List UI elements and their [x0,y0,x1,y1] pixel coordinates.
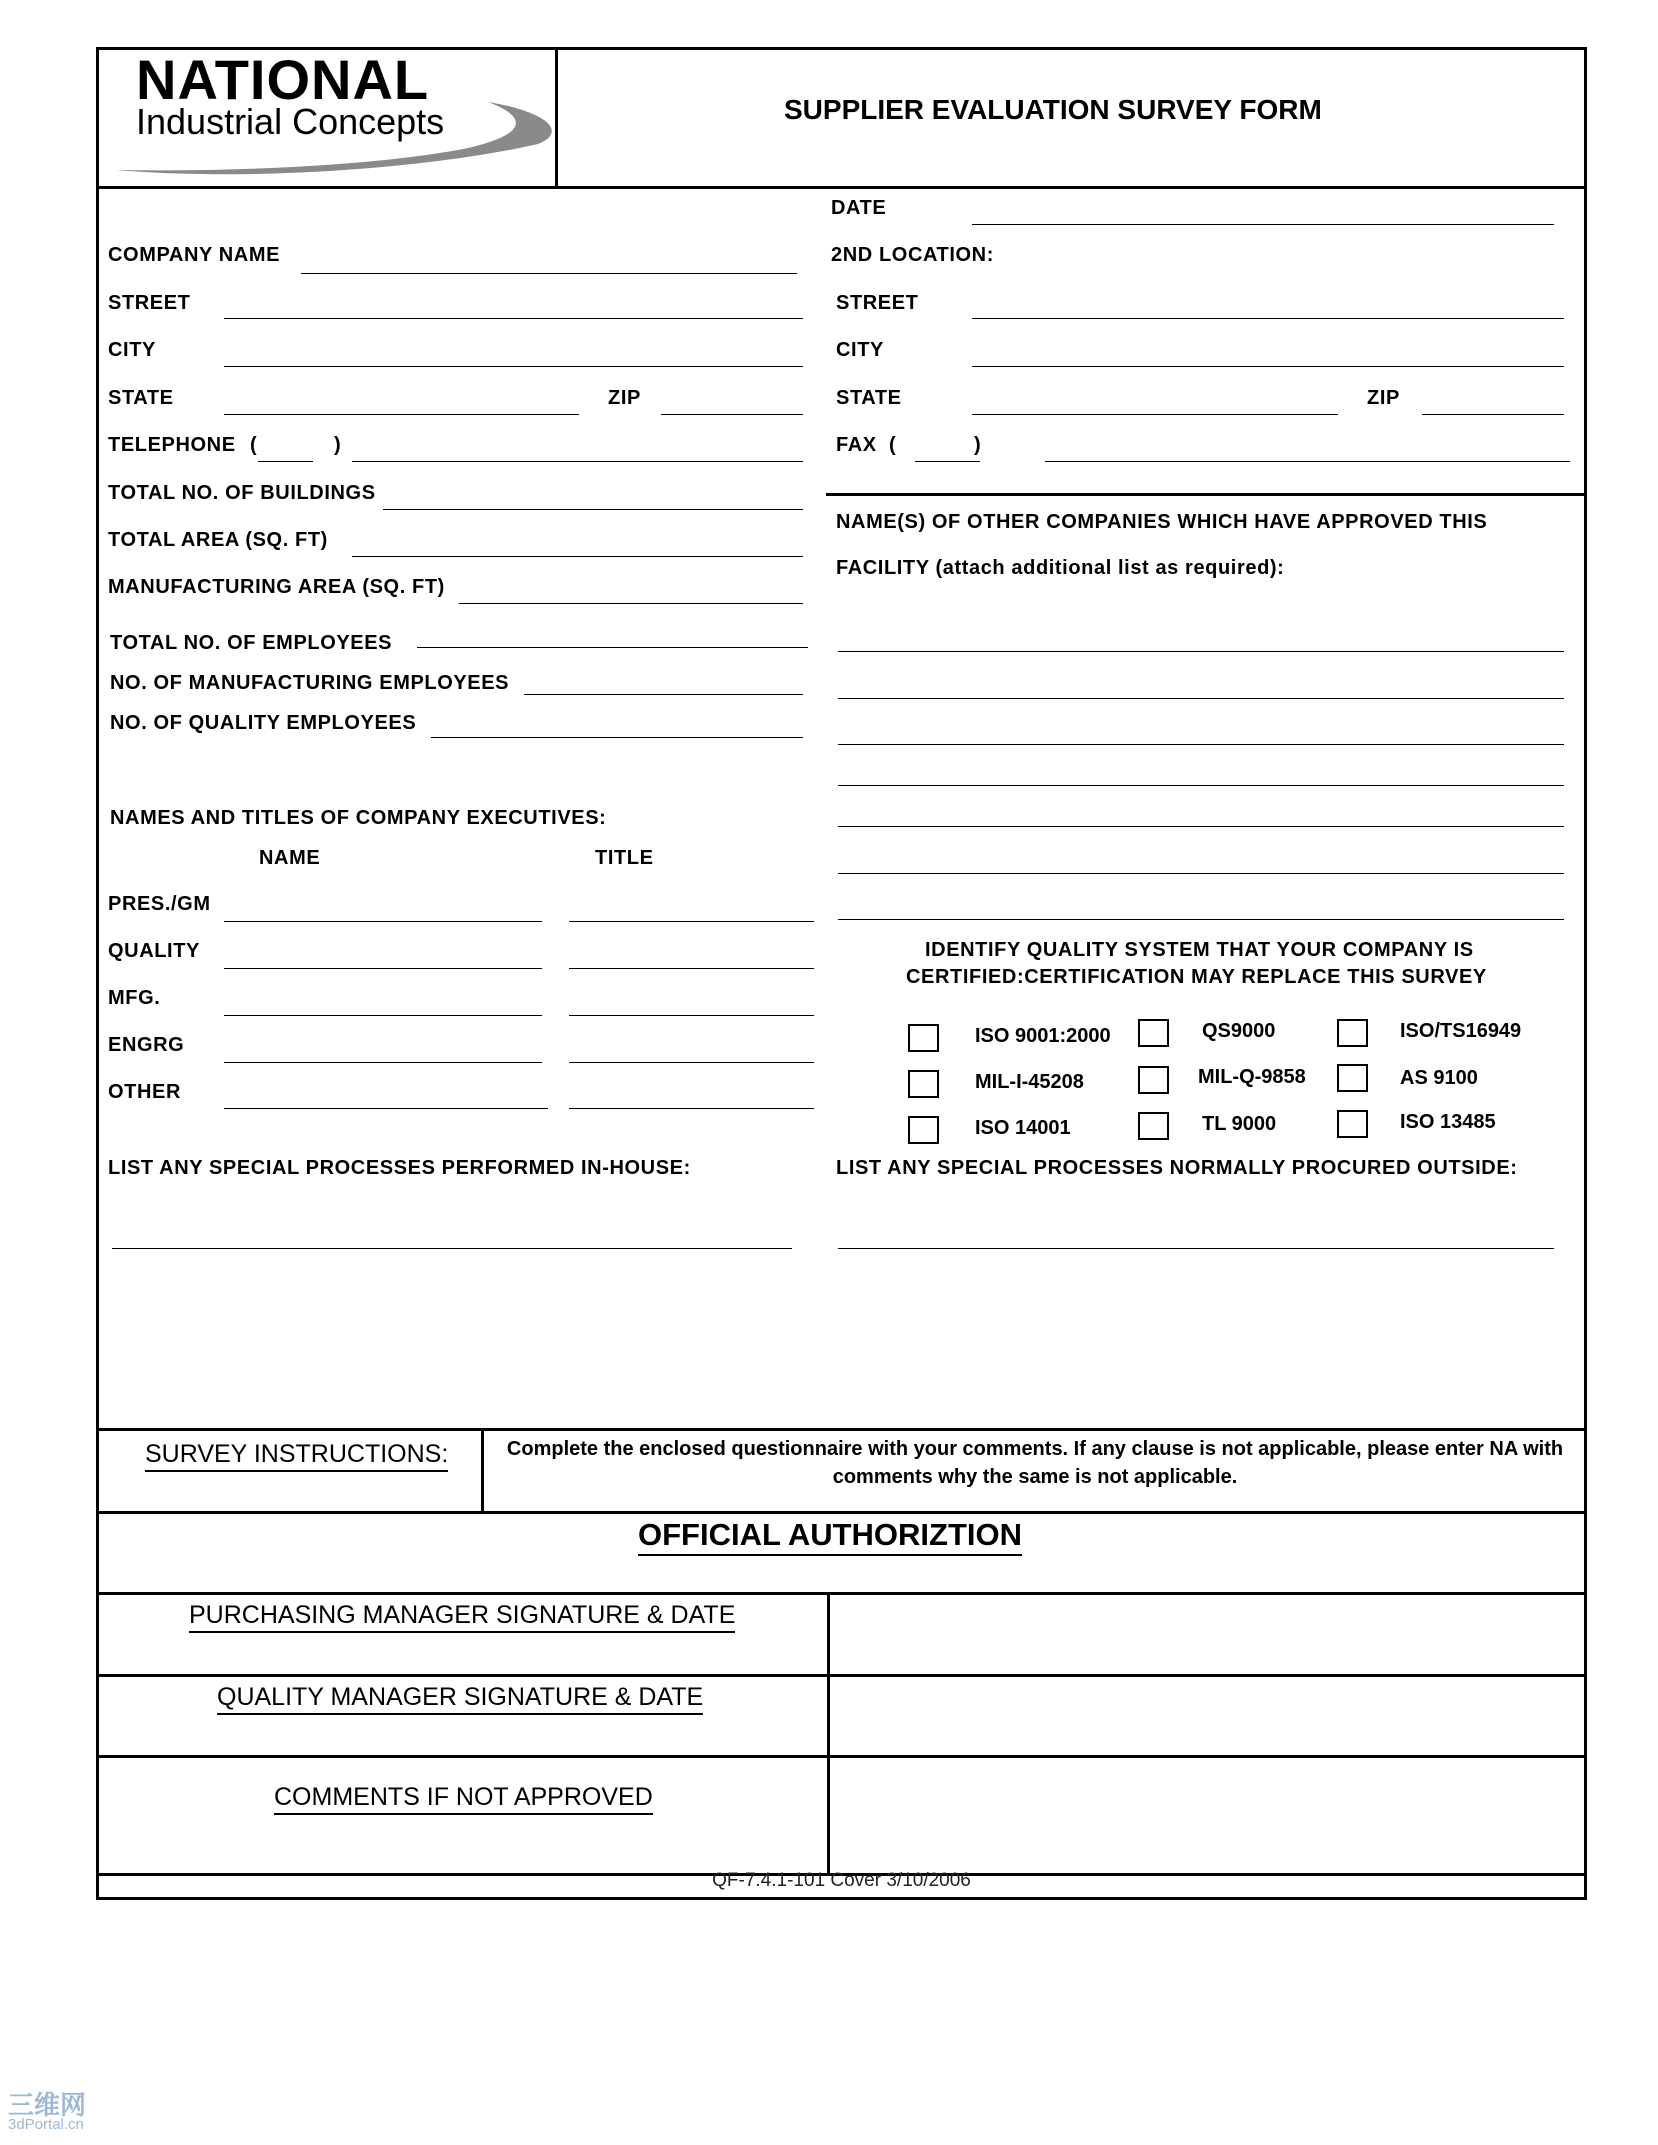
exec-title-field-other[interactable] [569,1108,814,1109]
exec-row-label-engrg: ENGRG [108,1034,185,1056]
fax-area-code-field[interactable] [915,461,980,462]
second-street-label: STREET [836,292,919,314]
logo-text-industrial-concepts: Industrial Concepts [136,101,445,142]
checkbox-iso-ts16949[interactable] [1337,1019,1368,1047]
telephone-label: TELEPHONE [108,434,236,456]
exec-name-field-mfg[interactable] [224,1015,542,1016]
fax-label: FAX [836,434,877,456]
fax-number-field[interactable] [1045,461,1570,462]
second-street-field[interactable] [972,318,1564,319]
other-companies-field-2[interactable] [838,698,1564,699]
quality-system-label-line1: IDENTIFY QUALITY SYSTEM THAT YOUR COMPANY IS [925,939,1474,961]
checkbox-as-9100[interactable] [1337,1064,1368,1092]
fax-close-paren: ) [974,434,982,456]
second-state-label: STATE [836,387,902,409]
quality-employees-field[interactable] [431,737,803,738]
exec-name-field-quality[interactable] [224,968,542,969]
watermark-url: 3dPortal.cn [8,2116,84,2133]
form-title: SUPPLIER EVALUATION SURVEY FORM [784,94,1322,125]
total-area-field[interactable] [352,556,803,557]
exec-title-field-mfg[interactable] [569,1015,814,1016]
total-buildings-field[interactable] [383,509,803,510]
other-companies-field-6[interactable] [838,873,1564,874]
special-processes-outside-field[interactable] [838,1248,1554,1249]
survey-instructions-text: Complete the enclosed questionnaire with your comments. If any clause is not applicable, please enter NA with comments why the same is not applicable. [506,1438,1564,1488]
second-zip-label: ZIP [1367,387,1400,409]
special-processes-inhouse-field[interactable] [112,1248,792,1249]
exec-title-field-pres-gm[interactable] [569,921,814,922]
survey-instructions-label: SURVEY INSTRUCTIONS: [145,1440,448,1472]
total-employees-label: TOTAL NO. OF EMPLOYEES [110,632,393,654]
exec-name-field-pres-gm[interactable] [224,921,542,922]
cert-label-iso-9001: ISO 9001:2000 [975,1025,1111,1047]
comments-field[interactable] [830,1758,1584,1872]
special-processes-inhouse-label: LIST ANY SPECIAL PROCESSES PERFORMED IN-HOUSE: [108,1157,691,1179]
checkbox-iso-14001[interactable] [908,1116,939,1144]
other-companies-field-5[interactable] [838,826,1564,827]
logo-text-national: NATIONAL [136,48,430,111]
executives-name-column-header: NAME [259,847,321,869]
fax-open-paren: ( [889,434,897,456]
purchasing-manager-signature-field[interactable] [830,1595,1584,1672]
official-authorization-heading: OFFICIAL AUTHORIZTION [638,1517,1022,1556]
other-companies-label-line1: NAME(S) OF OTHER COMPANIES WHICH HAVE APPROVED THIS [836,511,1488,533]
telephone-number-field[interactable] [352,461,803,462]
zip-field[interactable] [661,414,803,415]
checkbox-mil-i-45208[interactable] [908,1070,939,1098]
other-companies-field-7[interactable] [838,919,1564,920]
city-field[interactable] [224,366,803,367]
quality-system-label-line2: CERTIFIED:CERTIFICATION MAY REPLACE THIS SURVEY [906,966,1487,988]
exec-row-label-mfg: MFG. [108,987,161,1009]
authorization-top-divider [96,1511,1587,1514]
purchasing-manager-label: PURCHASING MANAGER SIGNATURE & DATE [189,1601,735,1633]
second-state-field[interactable] [972,414,1338,415]
telephone-area-code-field[interactable] [258,461,313,462]
watermark-logo: 三维网 [8,2090,87,2120]
other-companies-label-line2: FACILITY (attach additional list as required): [836,557,1285,579]
state-label: STATE [108,387,174,409]
special-processes-outside-label: LIST ANY SPECIAL PROCESSES NORMALLY PROCURED OUTSIDE: [836,1157,1518,1179]
executives-title-column-header: TITLE [595,847,654,869]
checkbox-tl-9000[interactable] [1138,1112,1169,1140]
date-field[interactable] [972,224,1554,225]
mfg-area-field[interactable] [459,603,803,604]
cert-label-as-9100: AS 9100 [1400,1067,1478,1089]
cert-label-qs9000: QS9000 [1202,1020,1276,1042]
exec-row-label-other: OTHER [108,1081,181,1103]
exec-title-field-engrg[interactable] [569,1062,814,1063]
header-divider [96,186,1587,189]
telephone-open-paren: ( [250,434,258,456]
mfg-employees-label: NO. OF MANUFACTURING EMPLOYEES [110,672,510,694]
exec-name-field-other[interactable] [224,1108,548,1109]
checkbox-iso-9001[interactable] [908,1024,939,1052]
cert-label-mil-q-9858: MIL-Q-9858 [1198,1066,1306,1088]
quality-manager-label: QUALITY MANAGER SIGNATURE & DATE [217,1683,703,1715]
exec-row-label-quality: QUALITY [108,940,200,962]
section-divider-right [826,493,1587,496]
cert-label-iso-13485: ISO 13485 [1400,1111,1496,1133]
mfg-employees-field[interactable] [524,694,803,695]
zip-label: ZIP [608,387,641,409]
company-name-field[interactable] [301,273,797,274]
quality-employees-label: NO. OF QUALITY EMPLOYEES [110,712,417,734]
other-companies-field-3[interactable] [838,744,1564,745]
form-footer-code: QF-7.4.1-101 Cover 3/10/2006 [712,1870,971,1891]
total-buildings-label: TOTAL NO. OF BUILDINGS [108,482,376,504]
cert-label-tl-9000: TL 9000 [1202,1113,1277,1135]
city-label: CITY [108,339,156,361]
checkbox-iso-13485[interactable] [1337,1110,1368,1138]
comments-if-not-approved-label: COMMENTS IF NOT APPROVED [274,1783,653,1815]
checkbox-mil-q-9858[interactable] [1138,1066,1169,1094]
street-label: STREET [108,292,191,314]
company-name-label: COMPANY NAME [108,244,281,266]
exec-title-field-quality[interactable] [569,968,814,969]
checkbox-qs9000[interactable] [1138,1019,1169,1047]
other-companies-field-4[interactable] [838,785,1564,786]
second-location-label: 2ND LOCATION: [831,244,994,266]
date-label: DATE [831,197,887,219]
total-employees-field[interactable] [417,647,808,648]
state-field[interactable] [224,414,579,415]
second-city-label: CITY [836,339,884,361]
exec-name-field-engrg[interactable] [224,1062,542,1063]
telephone-close-paren: ) [334,434,342,456]
executives-heading: NAMES AND TITLES OF COMPANY EXECUTIVES: [110,807,607,829]
mfg-area-label: MANUFACTURING AREA (SQ. FT) [108,576,445,598]
cert-label-mil-i-45208: MIL-I-45208 [975,1071,1084,1093]
cert-label-iso-14001: ISO 14001 [975,1117,1071,1139]
total-area-label: TOTAL AREA (SQ. FT) [108,529,328,551]
instructions-top-divider [96,1428,1587,1431]
second-city-field[interactable] [972,366,1564,367]
cert-label-iso-ts16949: ISO/TS16949 [1400,1020,1522,1042]
quality-manager-signature-field[interactable] [830,1677,1584,1753]
other-companies-field-1[interactable] [838,651,1564,652]
instructions-vertical-divider [481,1428,484,1514]
street-field[interactable] [224,318,803,319]
second-zip-field[interactable] [1422,414,1564,415]
exec-row-label-pres-gm: PRES./GM [108,893,211,915]
